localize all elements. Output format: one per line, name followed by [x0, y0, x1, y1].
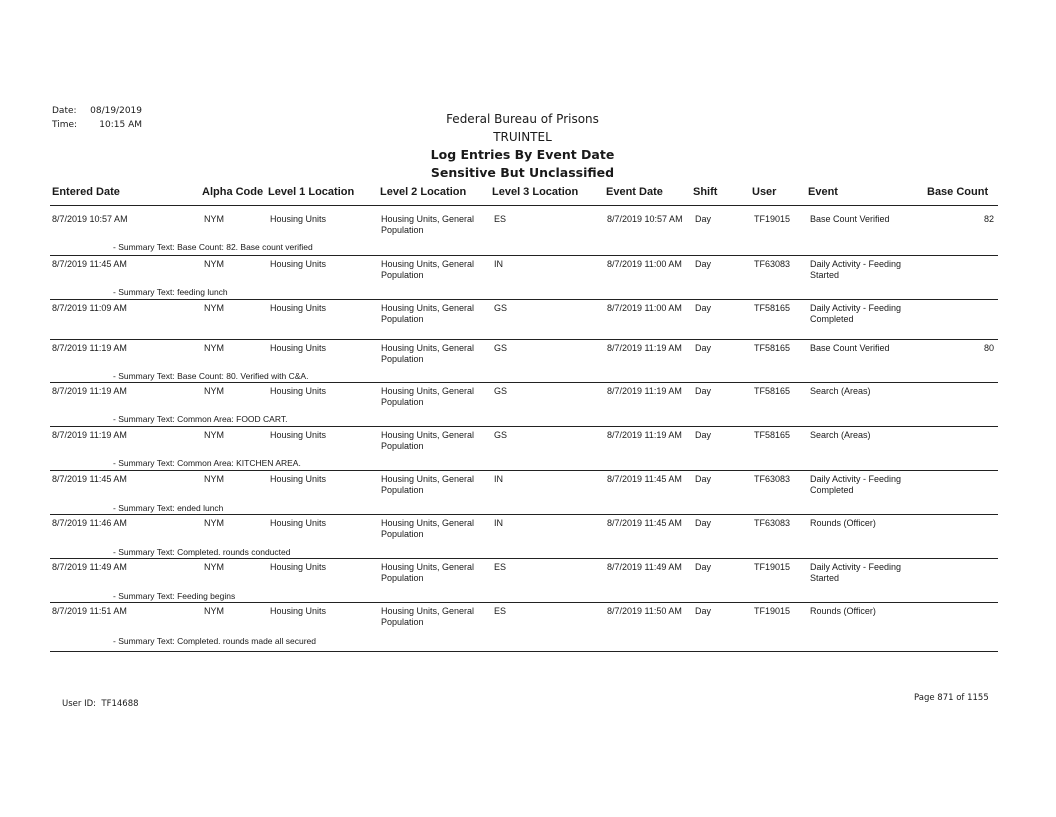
- cell-shift: Day: [695, 562, 712, 572]
- cell-level2: Housing Units, General Population: [381, 259, 475, 280]
- cell-event: Rounds (Officer): [810, 518, 876, 528]
- cell-event: Search (Areas): [810, 430, 871, 440]
- cell-event: Search (Areas): [810, 386, 871, 396]
- cell-level3: IN: [494, 474, 503, 484]
- cell-user: TF19015: [754, 214, 791, 224]
- system-title: TRUINTEL: [493, 130, 552, 144]
- classification-title: Sensitive But Unclassified: [430, 165, 615, 180]
- cell-shift: Day: [695, 430, 712, 440]
- cell-level1: Housing Units: [270, 430, 327, 440]
- cell-level1: Housing Units: [270, 214, 327, 224]
- cell-shift: Day: [695, 343, 712, 353]
- cell-alpha-code: NYM: [204, 259, 224, 269]
- row-divider: [50, 382, 998, 383]
- cell-level2: Housing Units, General Population: [381, 430, 475, 451]
- footer-user: [62, 699, 139, 709]
- row-divider: [50, 470, 998, 471]
- cell-entered-date: 8/7/2019 11:45 AM: [52, 259, 127, 269]
- row-divider: [50, 602, 998, 603]
- cell-level1: Housing Units: [270, 518, 327, 528]
- summary-text: - Summary Text: Common Area: FOOD CART.: [113, 414, 288, 424]
- cell-level2: Housing Units, General Population: [381, 303, 475, 324]
- col-base-count: Base Count: [927, 186, 989, 198]
- cell-level3: GS: [494, 343, 508, 353]
- cell-entered-date: 8/7/2019 11:51 AM: [52, 606, 127, 616]
- cell-alpha-code: NYM: [204, 430, 224, 440]
- summary-text: - Summary Text: Base Count: 80. Verified with C&A.: [113, 371, 309, 381]
- summary-text: - Summary Text: feeding lunch: [113, 287, 228, 297]
- date-label: Date:: [52, 106, 77, 116]
- cell-event-date: 8/7/2019 11:49 AM: [607, 562, 682, 572]
- cell-event-date: 8/7/2019 11:00 AM: [607, 303, 682, 313]
- cell-user: TF58165: [754, 343, 791, 353]
- report-time: [52, 120, 142, 130]
- cell-alpha-code: NYM: [204, 518, 224, 528]
- cell-level3: GS: [494, 303, 508, 313]
- cell-event-date: 8/7/2019 11:19 AM: [607, 386, 682, 396]
- cell-event-date: 8/7/2019 11:00 AM: [607, 259, 682, 269]
- cell-entered-date: 8/7/2019 11:19 AM: [52, 343, 127, 353]
- summary-text: - Summary Text: ended lunch: [113, 503, 224, 513]
- row-divider: [50, 339, 998, 340]
- cell-level3: GS: [494, 386, 508, 396]
- row-divider: [50, 255, 998, 256]
- cell-event-date: 8/7/2019 11:19 AM: [607, 343, 682, 353]
- cell-entered-date: 8/7/2019 10:57 AM: [52, 214, 128, 224]
- cell-entered-date: 8/7/2019 11:09 AM: [52, 303, 127, 313]
- cell-user: TF63083: [754, 474, 791, 484]
- cell-level1: Housing Units: [270, 474, 327, 484]
- col-event: Event: [808, 186, 838, 198]
- cell-entered-date: 8/7/2019 11:19 AM: [52, 430, 127, 440]
- row-divider: [50, 299, 998, 300]
- cell-shift: Day: [695, 303, 712, 313]
- summary-text: - Summary Text: Completed. rounds made all secured: [113, 636, 316, 646]
- row-divider: [50, 651, 998, 652]
- cell-base-count: 82: [983, 214, 994, 224]
- cell-shift: Day: [695, 386, 712, 396]
- summary-text: - Summary Text: Base Count: 82. Base count verified: [113, 242, 313, 252]
- cell-alpha-code: NYM: [204, 474, 224, 484]
- cell-level2: Housing Units, General Population: [381, 214, 475, 235]
- cell-event-date: 8/7/2019 10:57 AM: [607, 214, 683, 224]
- cell-shift: Day: [695, 606, 712, 616]
- cell-event-date: 8/7/2019 11:45 AM: [607, 474, 682, 484]
- cell-event-date: 8/7/2019 11:45 AM: [607, 518, 682, 528]
- cell-user: TF63083: [754, 518, 791, 528]
- cell-level1: Housing Units: [270, 386, 327, 396]
- row-divider: [50, 426, 998, 427]
- col-entered-date: Entered Date: [52, 186, 120, 198]
- cell-entered-date: 8/7/2019 11:45 AM: [52, 474, 127, 484]
- summary-text: - Summary Text: Completed. rounds conducted: [113, 547, 291, 557]
- cell-event: Rounds (Officer): [810, 606, 876, 616]
- cell-level2: Housing Units, General Population: [381, 386, 475, 407]
- cell-level1: Housing Units: [270, 606, 327, 616]
- cell-event: Daily Activity - Feeding Started: [810, 562, 902, 583]
- cell-user: TF58165: [754, 430, 791, 440]
- header-rule: [50, 205, 998, 206]
- cell-level1: Housing Units: [270, 343, 327, 353]
- cell-level2: Housing Units, General Population: [381, 606, 475, 627]
- col-level3: Level 3 Location: [492, 186, 579, 198]
- cell-level3: IN: [494, 259, 503, 269]
- summary-text: - Summary Text: Common Area: KITCHEN AREA.: [113, 458, 301, 468]
- date-value: 08/19/2019: [90, 106, 142, 116]
- cell-base-count: 80: [983, 343, 994, 353]
- summary-text: - Summary Text: Feeding begins: [113, 591, 236, 601]
- cell-alpha-code: NYM: [204, 303, 224, 313]
- user-id-value: TF14688: [101, 699, 139, 709]
- report-title: Log Entries By Event Date: [430, 147, 615, 162]
- cell-level3: ES: [494, 214, 507, 224]
- cell-shift: Day: [695, 474, 712, 484]
- row-divider: [50, 558, 998, 559]
- cell-user: TF58165: [754, 386, 791, 396]
- cell-level1: Housing Units: [270, 303, 327, 313]
- cell-event: Daily Activity - Feeding Completed: [810, 474, 902, 495]
- cell-event: Base Count Verified: [810, 214, 890, 224]
- cell-entered-date: 8/7/2019 11:49 AM: [52, 562, 127, 572]
- cell-event-date: 8/7/2019 11:50 AM: [607, 606, 682, 616]
- user-id-label: User ID:: [62, 699, 96, 709]
- cell-shift: Day: [695, 259, 712, 269]
- cell-level2: Housing Units, General Population: [381, 562, 475, 583]
- cell-alpha-code: NYM: [204, 386, 224, 396]
- cell-level3: GS: [494, 430, 508, 440]
- cell-level2: Housing Units, General Population: [381, 518, 475, 539]
- time-value: 10:15 AM: [99, 120, 142, 130]
- report-titles: [400, 110, 645, 182]
- cell-alpha-code: NYM: [204, 214, 224, 224]
- col-shift: Shift: [693, 186, 718, 198]
- cell-level1: Housing Units: [270, 562, 327, 572]
- cell-event: Daily Activity - Feeding Completed: [810, 303, 902, 324]
- cell-event-date: 8/7/2019 11:19 AM: [607, 430, 682, 440]
- cell-level1: Housing Units: [270, 259, 327, 269]
- page-number: Page 871 of 1155: [914, 693, 989, 703]
- cell-shift: Day: [695, 518, 712, 528]
- cell-level3: ES: [494, 562, 507, 572]
- cell-level2: Housing Units, General Population: [381, 474, 475, 495]
- cell-user: TF58165: [754, 303, 791, 313]
- cell-shift: Day: [695, 214, 712, 224]
- cell-alpha-code: NYM: [204, 343, 224, 353]
- cell-alpha-code: NYM: [204, 606, 224, 616]
- cell-event: Base Count Verified: [810, 343, 890, 353]
- cell-user: TF19015: [754, 606, 791, 616]
- cell-level3: ES: [494, 606, 507, 616]
- cell-level3: IN: [494, 518, 503, 528]
- col-level2: Level 2 Location: [380, 186, 467, 198]
- time-label: Time:: [52, 120, 78, 130]
- cell-user: TF63083: [754, 259, 791, 269]
- agency-title: Federal Bureau of Prisons: [446, 112, 599, 126]
- col-event-date: Event Date: [606, 186, 663, 198]
- report-date: [52, 106, 142, 116]
- cell-entered-date: 8/7/2019 11:46 AM: [52, 518, 127, 528]
- row-divider: [50, 514, 998, 515]
- cell-alpha-code: NYM: [204, 562, 224, 572]
- cell-user: TF19015: [754, 562, 791, 572]
- cell-level2: Housing Units, General Population: [381, 343, 475, 364]
- cell-event: Daily Activity - Feeding Started: [810, 259, 902, 280]
- col-user: User: [752, 186, 777, 198]
- cell-entered-date: 8/7/2019 11:19 AM: [52, 386, 127, 396]
- col-level1: Level 1 Location: [268, 186, 355, 198]
- col-alpha-code: Alpha Code: [202, 186, 264, 198]
